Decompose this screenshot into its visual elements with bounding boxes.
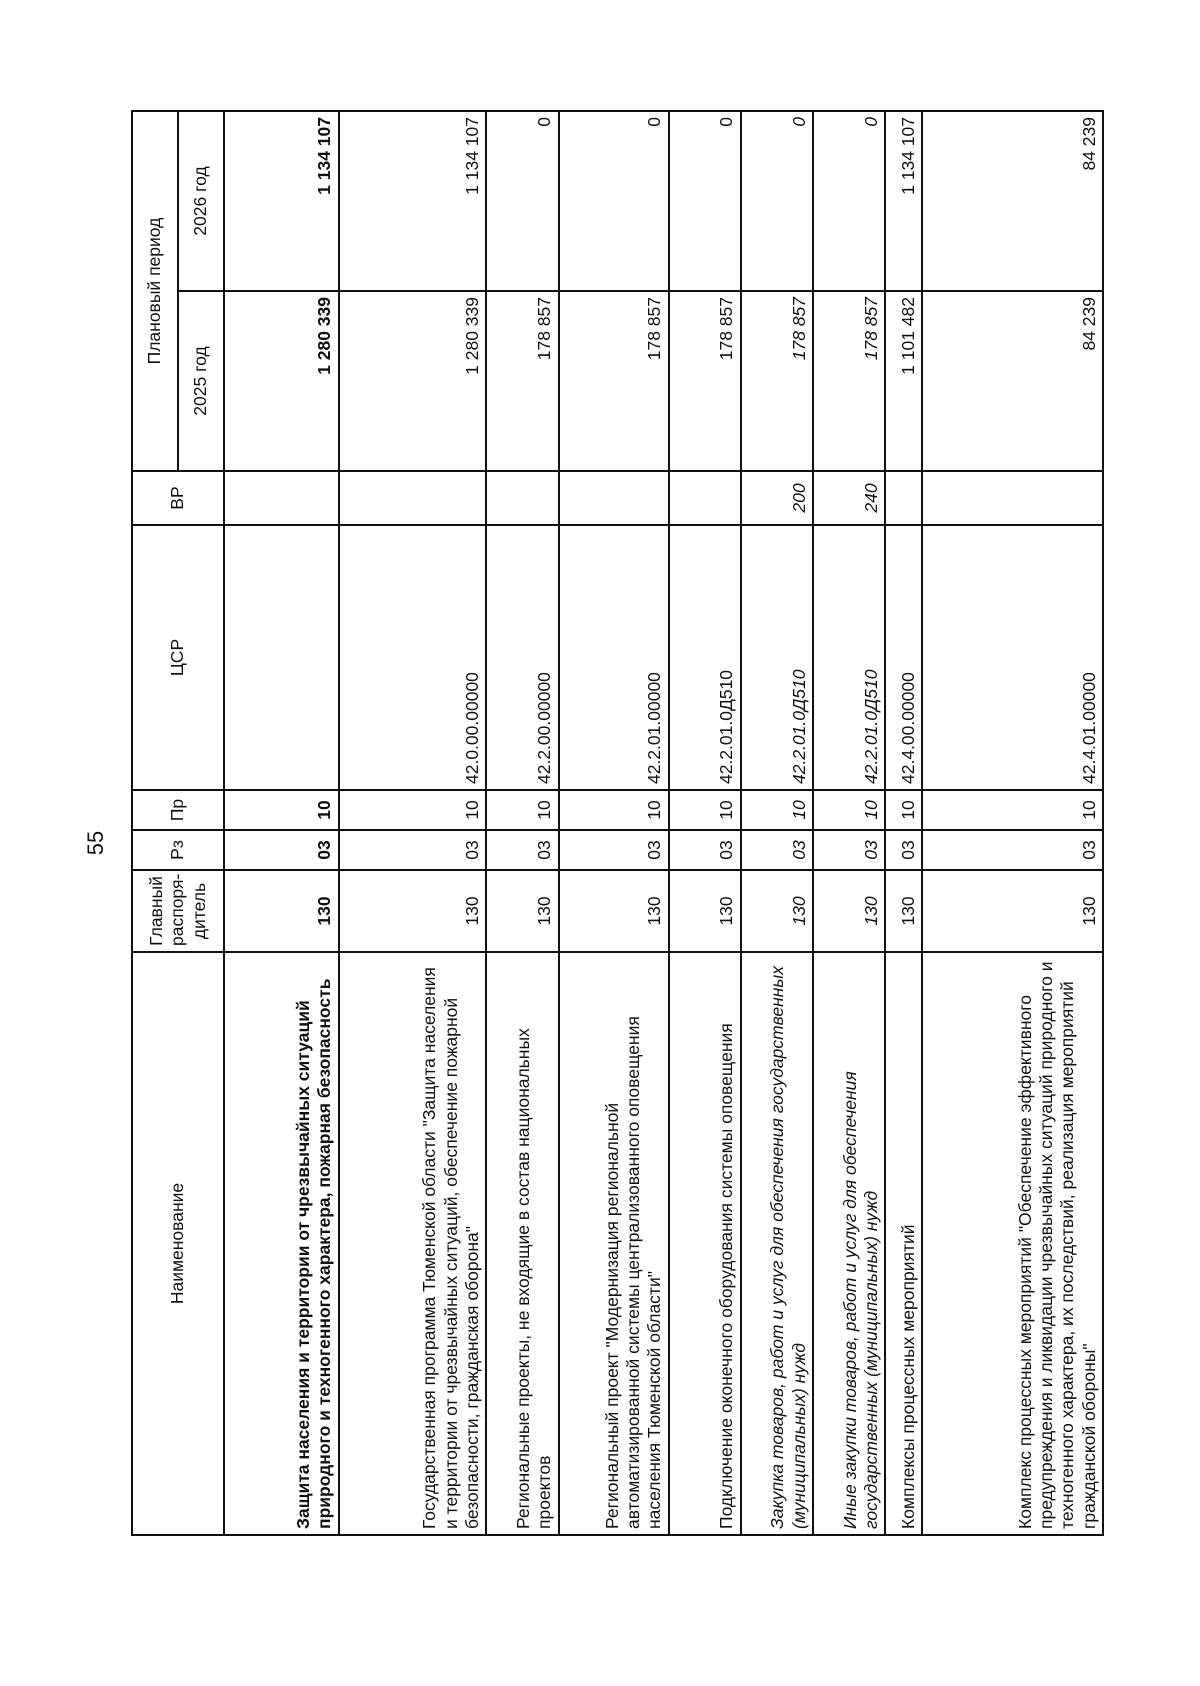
row-admin: 130 bbox=[922, 870, 1103, 952]
table-row bbox=[339, 111, 487, 1535]
row-admin: 130 bbox=[741, 870, 813, 952]
row-rz: 03 bbox=[486, 830, 558, 870]
row-amount-2025: 178 857 bbox=[813, 291, 885, 471]
header-pr: Пр bbox=[132, 790, 224, 830]
header-vr: ВР bbox=[132, 471, 224, 525]
table-row bbox=[669, 111, 741, 1535]
row-name: Подключение оконечного оборудования системы оповещения bbox=[669, 952, 741, 1535]
row-pr: 10 bbox=[741, 790, 813, 830]
budget-table bbox=[131, 110, 1104, 1536]
row-amount-2025: 1 101 482 bbox=[885, 291, 922, 471]
row-pr: 10 bbox=[559, 790, 669, 830]
budget-table-container bbox=[131, 112, 1104, 1536]
row-csr: 42.2.01.00000 bbox=[559, 525, 669, 790]
row-rz: 03 bbox=[224, 830, 339, 870]
row-amount-2025: 178 857 bbox=[669, 291, 741, 471]
row-name: Региональные проекты, не входящие в состав национальных проектов bbox=[486, 952, 558, 1535]
table-row bbox=[813, 111, 885, 1535]
row-admin: 130 bbox=[559, 870, 669, 952]
row-name: Государственная программа Тюменской области "Защита населения и территории от чрезвычайных ситуаций, обеспечение пожарной безопасности, гражданская оборона" bbox=[339, 952, 487, 1535]
row-pr: 10 bbox=[669, 790, 741, 830]
table-row bbox=[224, 111, 339, 1535]
row-amount-2026: 0 bbox=[669, 111, 741, 291]
row-amount-2026: 0 bbox=[559, 111, 669, 291]
row-csr: 42.2.00.00000 bbox=[486, 525, 558, 790]
row-amount-2026: 84 239 bbox=[922, 111, 1103, 291]
header-admin: Главный распоря-дитель bbox=[132, 870, 224, 952]
row-name: Закупка товаров, работ и услуг для обеспечения государственных (муниципальных) нужд bbox=[741, 952, 813, 1535]
row-amount-2025: 84 239 bbox=[922, 291, 1103, 471]
page-number: 55 bbox=[83, 830, 108, 856]
row-vr bbox=[224, 471, 339, 525]
row-vr bbox=[339, 471, 487, 525]
row-pr: 10 bbox=[224, 790, 339, 830]
row-vr bbox=[486, 471, 558, 525]
row-amount-2025: 178 857 bbox=[741, 291, 813, 471]
row-admin: 130 bbox=[669, 870, 741, 952]
row-pr: 10 bbox=[486, 790, 558, 830]
row-csr: 42.0.00.00000 bbox=[339, 525, 487, 790]
row-vr bbox=[885, 471, 922, 525]
header-csr: ЦСР bbox=[132, 525, 224, 790]
row-amount-2025: 1 280 339 bbox=[339, 291, 487, 471]
row-amount-2026: 1 134 107 bbox=[339, 111, 487, 291]
header-row-top bbox=[132, 111, 178, 1535]
row-csr: 42.2.01.0Д510 bbox=[741, 525, 813, 790]
table-row bbox=[559, 111, 669, 1535]
header-year-2026: 2026 год bbox=[178, 111, 224, 291]
row-csr bbox=[224, 525, 339, 790]
table-row bbox=[885, 111, 922, 1535]
row-name: Комплекс процессных мероприятий "Обеспечение эффективного предупреждения и ликвидации чрезвычайных ситуаций природного и техногенного характера, их последствий, реализация мероприятий гражданской обороны" bbox=[922, 952, 1103, 1535]
row-admin: 130 bbox=[486, 870, 558, 952]
header-name: Наименование bbox=[132, 952, 224, 1535]
header-year-2025: 2025 год bbox=[178, 291, 224, 471]
row-amount-2025: 178 857 bbox=[559, 291, 669, 471]
row-rz: 03 bbox=[559, 830, 669, 870]
row-rz: 03 bbox=[741, 830, 813, 870]
table-row bbox=[486, 111, 558, 1535]
row-amount-2026: 0 bbox=[813, 111, 885, 291]
row-amount-2025: 178 857 bbox=[486, 291, 558, 471]
row-name: Комплексы процессных мероприятий bbox=[885, 952, 922, 1535]
row-admin: 130 bbox=[224, 870, 339, 952]
row-amount-2026: 1 134 107 bbox=[224, 111, 339, 291]
row-csr: 42.2.01.0Д510 bbox=[813, 525, 885, 790]
row-rz: 03 bbox=[922, 830, 1103, 870]
row-vr bbox=[669, 471, 741, 525]
table-row bbox=[741, 111, 813, 1535]
row-admin: 130 bbox=[885, 870, 922, 952]
row-admin: 130 bbox=[339, 870, 487, 952]
row-csr: 42.4.00.00000 bbox=[885, 525, 922, 790]
row-vr: 240 bbox=[813, 471, 885, 525]
row-pr: 10 bbox=[922, 790, 1103, 830]
row-vr bbox=[922, 471, 1103, 525]
header-planned-period: Плановый период bbox=[132, 111, 178, 471]
header-rz: Рз bbox=[132, 830, 224, 870]
row-rz: 03 bbox=[339, 830, 487, 870]
row-amount-2026: 0 bbox=[741, 111, 813, 291]
row-name: Региональный проект "Модернизация региональной автоматизированной системы централизованного оповещения населения Тюменской области" bbox=[559, 952, 669, 1535]
row-amount-2025: 1 280 339 bbox=[224, 291, 339, 471]
row-name: Иные закупки товаров, работ и услуг для обеспечения государственных (муниципальных) нужд bbox=[813, 952, 885, 1535]
row-rz: 03 bbox=[885, 830, 922, 870]
row-csr: 42.4.01.00000 bbox=[922, 525, 1103, 790]
row-amount-2026: 1 134 107 bbox=[885, 111, 922, 291]
row-amount-2026: 0 bbox=[486, 111, 558, 291]
row-rz: 03 bbox=[813, 830, 885, 870]
row-pr: 10 bbox=[885, 790, 922, 830]
row-csr: 42.2.01.0Д510 bbox=[669, 525, 741, 790]
row-pr: 10 bbox=[339, 790, 487, 830]
row-admin: 130 bbox=[813, 870, 885, 952]
row-name: Защита населения и территории от чрезвычайных ситуаций природного и техногенного характера, пожарная безопасность bbox=[224, 952, 339, 1535]
row-pr: 10 bbox=[813, 790, 885, 830]
table-row bbox=[922, 111, 1103, 1535]
row-vr bbox=[559, 471, 669, 525]
row-rz: 03 bbox=[669, 830, 741, 870]
row-vr: 200 bbox=[741, 471, 813, 525]
